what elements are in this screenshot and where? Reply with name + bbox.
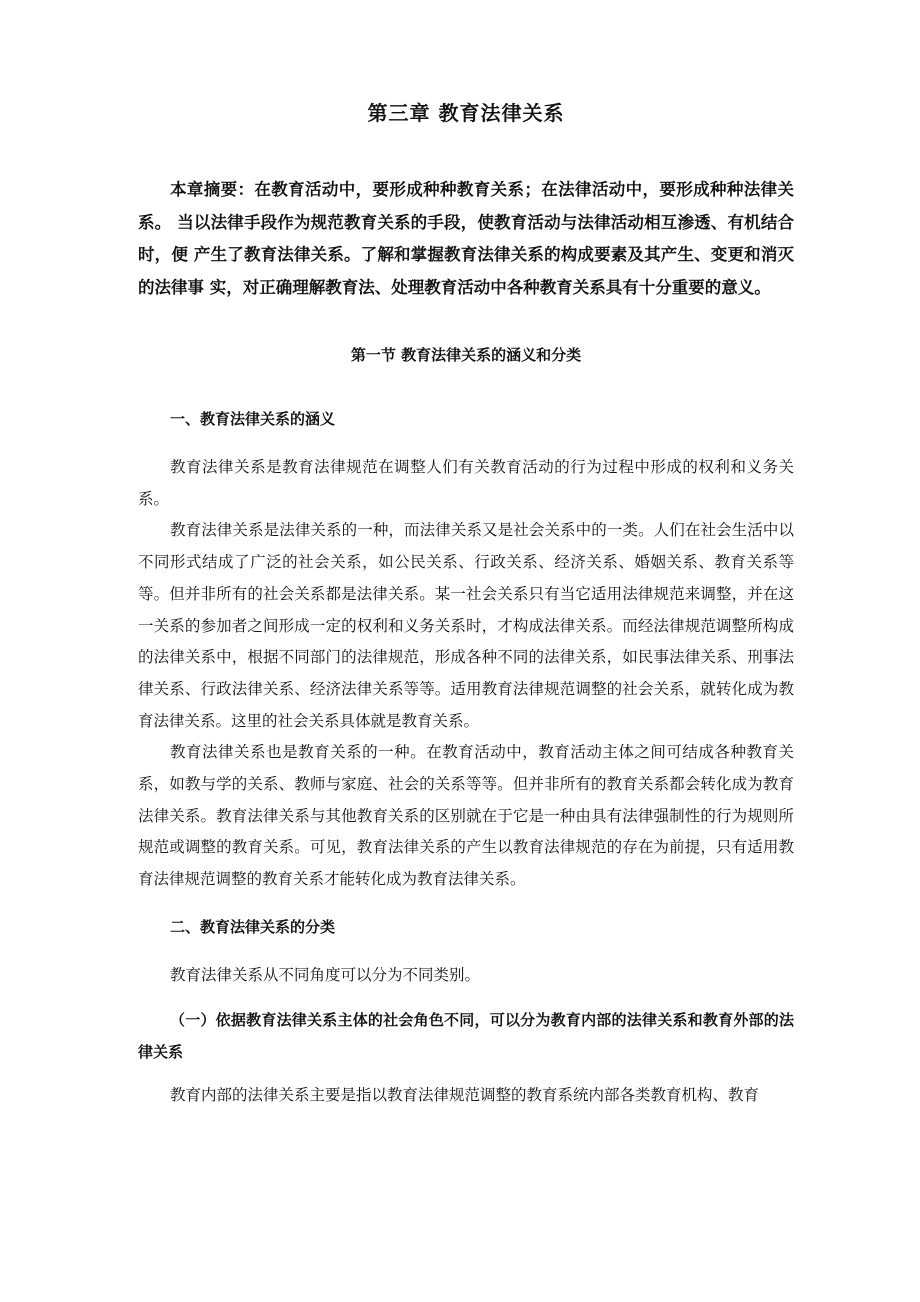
subheading-internal-external: （一）依据教育法律关系主体的社会角色不同，可以分为教育内部的法律关系和教育外部的法律关系 xyxy=(138,1010,794,1061)
paragraph-classification-intro: 教育法律关系从不同角度可以分为不同类别。 xyxy=(170,965,481,984)
paragraph-social-relations: 教育法律关系是法律关系的一种，而法律关系又是社会关系中的一类。人们在社会生活中以不同形式结成了广泛的社会关系，如公民关系、行政关系、经济关系、婚姻关系、教育关系等等。但并非所有的社会关系都是法律关系。某一社会关系只有当它适用法律规范来调整，并在这一关系的参加者之间形成一定的权利和义务关系时，才构成法律关系。而经法律规范调整所构成的法律关系中，根据不同部门的法律规范，形成各种不同的法律关系，如民事法律关系、刑事法律关系、行政法律关系、经济法律关系等等。适用教育法律规范调整的社会关系，就转化成为教育法律关系。这里的社会关系具体就是教育关系。 xyxy=(138,521,794,730)
heading-definition: 一、教育法律关系的涵义 xyxy=(170,410,336,428)
paragraph-definition: 教育法律关系是教育法律规范在调整人们有关教育活动的行为过程中形成的权利和义务关系。 xyxy=(138,458,794,508)
spacer xyxy=(138,992,794,1004)
document-page xyxy=(138,96,794,1111)
paragraph-internal-relations: 教育内部的法律关系主要是指以教育法律规范调整的教育系统内部各类教育机构、教育 xyxy=(170,1085,760,1104)
heading-classification: 二、教育法律关系的分类 xyxy=(170,917,336,936)
section-title: 第一节 教育法律关系的涵义和分类 xyxy=(350,346,582,364)
spacer xyxy=(138,1068,794,1080)
chapter-abstract: 本章摘要：在教育活动中，要形成种种教育关系；在法律活动中，要形成种种法律关系。 当以法律手段作为规范教育关系的手段，使教育活动与法律活动相互渗透、有机结合时，便 产生了教育法律关系。了解和掌握教育法律关系的构成要素及其产生、变更和消灭的法律事 实，对正确理解教育法、处理教育活动中各种教育关系具有十分重要的意义。 xyxy=(138,180,794,297)
paragraph-education-relations: 教育法律关系也是教育关系的一种。在教育活动中，教育活动主体之间可结成各种教育关系，如教与学的关系、教师与家庭、社会的关系等等。但并非所有的教育关系都会转化成为教育法律关系。教育法律关系与其他教育关系的区别就在于它是一种由具有法律强制性的行为规则所规范或调整的教育关系。可见，教育法律关系的产生以教育法律规范的存在为前提，只有适用教育法律规范调整的教育关系才能转化成为教育法律关系。 xyxy=(138,743,794,889)
chapter-title: 第三章 教育法律关系 xyxy=(367,101,565,125)
